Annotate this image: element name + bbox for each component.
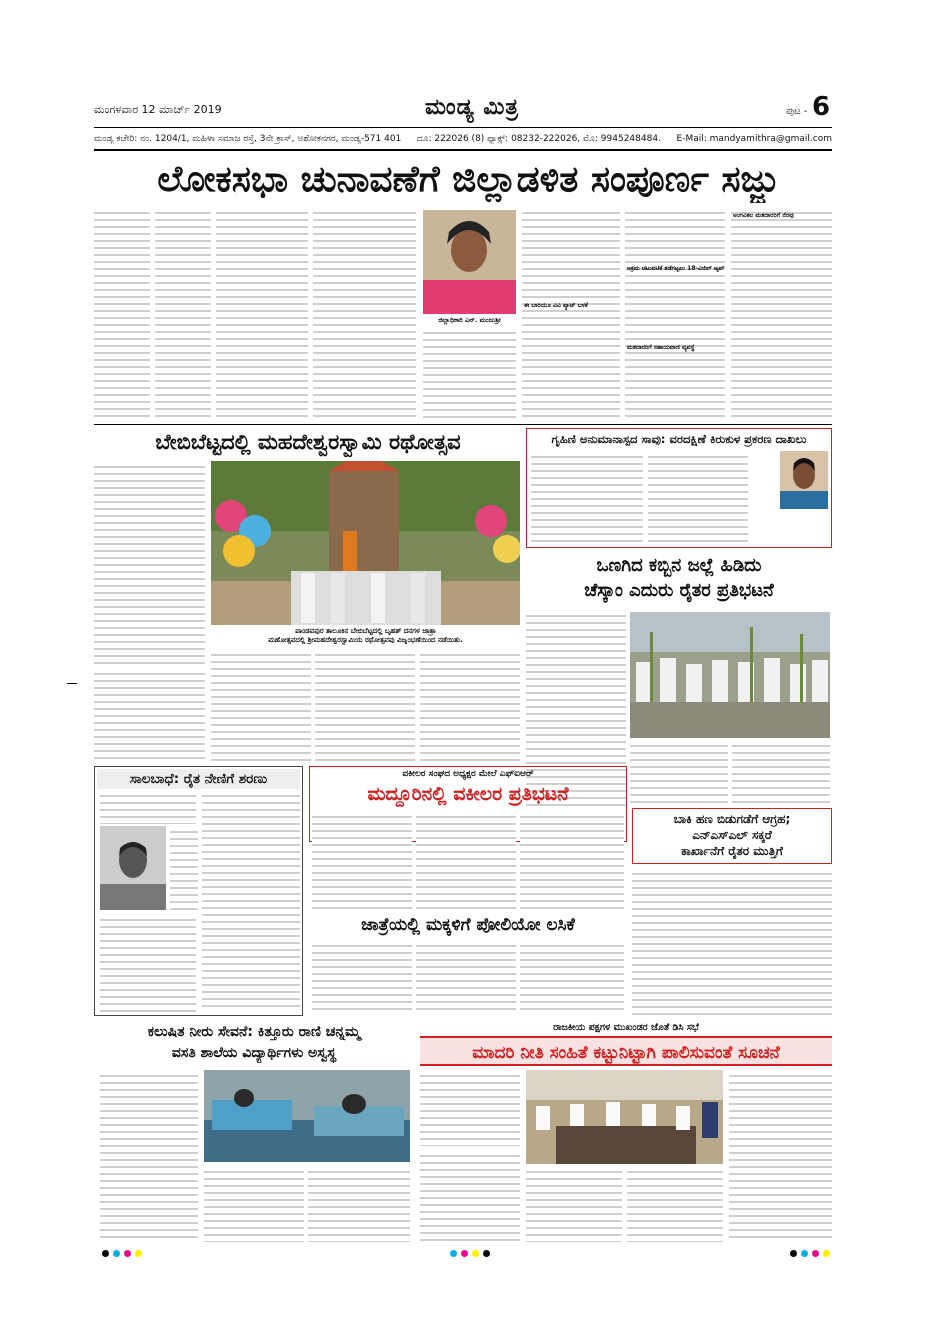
lawyers-col-1: [312, 811, 412, 911]
main-story-col-6: [522, 207, 620, 422]
sugarcane-col-2: [630, 740, 728, 806]
dc-portrait-photo: [423, 210, 516, 314]
masthead-logo: ಮಂಡ್ಯ ಮಿತ್ರ: [425, 95, 519, 120]
farmer-photo: [100, 826, 166, 910]
print-dots-center: [450, 1250, 490, 1257]
main-story-col-8: [731, 207, 832, 422]
fold-mark: [67, 683, 77, 684]
dues-headline-1: ಬಾಕಿ ಹಣ ಬಿಡುಗಡೆಗೆ ಆಗ್ರಹ;: [673, 812, 791, 826]
polio-headline: ಜಾತ್ರೆಯಲ್ಲಿ ಮಕ್ಕಳಿಗೆ ಪೋಲಿಯೋ ಲಸಿಕೆ: [361, 915, 575, 935]
dues-headline-2: ಎನ್‌ಎಸ್‌ಎಲ್ ಸಕ್ಕರೆ: [692, 828, 772, 842]
sugarcane-headline-1: ಒಣಗಿದ ಕಬ್ಬಿನ ಜಲ್ಲೆ ಹಿಡಿದು: [596, 555, 762, 576]
header-rule-top: [94, 127, 832, 128]
page-number-label: ಪುಟ -: [786, 106, 808, 117]
main-subhead-app: ಅಕ್ರಮ ಚಟುವಟಿಕೆ ತಡೆಗಟ್ಟಲು 18-ವಿಜಿಲ್ ಆ್ಯಪ್: [627, 265, 725, 272]
main-story-col-4: [313, 207, 416, 422]
rathotsava-col-2: [211, 649, 311, 761]
water-headline-2: ವಸತಿ ಶಾಲೆಯ ವಿದ್ಯಾರ್ಥಿಗಳು ಅಸ್ವಸ್ಥ: [171, 1045, 337, 1061]
print-dots-right: [790, 1250, 830, 1257]
code-kicker: ರಾಜಕೀಯ ಪಕ್ಷಗಳ ಮುಖಂಡರ ಜೊತೆ ಡಿಸಿ ಸಭೆ: [553, 1022, 699, 1033]
code-headline: ಮಾದರಿ ನೀತಿ ಸಂಹಿತೆ ಕಟ್ಟುನಿಟ್ಟಾಗಿ ಪಾಲಿಸುವಂತೆ ಸೂಚನೆ: [420, 1036, 832, 1066]
contact-phone: ದೂ: 222026 (8) ಫ್ಯಾಕ್ಸ್: 08232-222026, ಮೊ: 9945248484.: [416, 134, 661, 144]
rathotsava-col-1: [94, 461, 205, 664]
rathotsava-caption-line-1: ಪಾಂಡವಪುರ ತಾಲೂಕಿನ ಬೇಬಿಬೆಟ್ಟದಲ್ಲಿ ಬೃಹತ್ ದನಗಳ ಜಾತ್ರಾ: [295, 627, 436, 635]
print-dot-magenta: [461, 1250, 468, 1257]
print-dot-black: [102, 1250, 109, 1257]
code-col-5: [729, 1070, 832, 1242]
page-number: 6: [812, 92, 831, 122]
dowry-col-1: [531, 451, 643, 545]
header-rule-bottom: [94, 149, 832, 151]
issue-date: ಮಂಗಳವಾರ 12 ಮಾರ್ಚ್ 2019: [94, 103, 222, 116]
water-headline-1: ಕಲುಷಿತ ನೀರು ಸೇವನೆ: ಕಿತ್ತೂರು ರಾಣಿ ಚನ್ನಮ್ಮ: [147, 1024, 361, 1040]
main-subhead-disabled: ಅಂಗವಿಕಲ ಮತದಾರರಿಗೆ ನೆರವು: [733, 212, 794, 219]
middle-col-2: [420, 649, 520, 761]
suicide-col-1a: [100, 790, 196, 824]
sugarcane-protest-photo: [630, 612, 830, 738]
main-story-col-1: [94, 207, 150, 422]
contact-email: E-Mail: mandyamithra@gmail.com: [676, 134, 832, 144]
office-address: ಮಂಡ್ಯ ಕಚೇರಿ: ನಂ. 1204/1, ಮಹಿಳಾ ಸಮಾಜ ರಸ್ತೆ, 3ನೇ ಕ್ರಾಸ್, ಅಶೋಕನಗರ, ಮಂಡ್ಯ-571 401: [94, 134, 402, 144]
main-story-col-5: [423, 327, 516, 422]
print-dot-yellow: [823, 1250, 830, 1257]
water-col-2: [204, 1166, 304, 1242]
suicide-headline: ಸಾಲಬಾಧೆ: ರೈತ ನೇಣಿಗೆ ಶರಣು: [97, 769, 300, 789]
code-meeting-photo: [526, 1070, 723, 1164]
lawyers-kicker: ವಕೀಲರ ಸಂಘದ ಅಧ್ಯಕ್ಷರ ಮೇಲೆ ಎಫ್‌ಐಆರ್: [402, 769, 534, 779]
polio-col-1: [312, 940, 412, 1010]
code-col-3: [526, 1166, 622, 1242]
dowry-col-2: [648, 451, 748, 545]
suicide-col-1c: [100, 914, 196, 1012]
main-subhead-vvpat: ಈ ಬಾರಿಯೂ ವಿವಿ ಪ್ಯಾಟ್ ಬಳಕೆ: [524, 302, 588, 309]
suicide-col-2: [202, 790, 300, 1012]
water-col-3: [308, 1166, 410, 1242]
code-col-4: [627, 1166, 723, 1242]
lawyers-col-2: [416, 811, 516, 911]
print-dot-black: [790, 1250, 797, 1257]
main-story-col-7: [625, 207, 725, 422]
print-dot-cyan: [801, 1250, 808, 1257]
main-subhead-helpline: ಮತದಾರರಿಗೆ ಸಹಾಯವಾಣಿ ವ್ಯವಸ್ಥೆ: [627, 344, 695, 351]
rathotsava-photo: [211, 461, 520, 625]
print-dot-yellow: [472, 1250, 479, 1257]
rathotsava-col-3: [94, 668, 205, 762]
lawyers-col-3: [520, 811, 624, 911]
sugarcane-col-3: [732, 740, 830, 806]
print-dot-yellow: [135, 1250, 142, 1257]
print-dots-left: [102, 1250, 142, 1257]
print-dot-black: [483, 1250, 490, 1257]
dues-col-1: [632, 868, 832, 1016]
suicide-col-1b: [170, 826, 198, 910]
code-col-1: [420, 1070, 520, 1146]
polio-col-2: [416, 940, 516, 1010]
code-col-2: [420, 1150, 520, 1242]
dowry-headline: ಗೃಹಿಣಿ ಅನುಮಾನಾಸ್ಪದ ಸಾವು: ವರದಕ್ಷಿಣೆ ಕಿರುಕುಳ ಪ್ರಕರಣ ದಾಖಲು: [551, 432, 807, 446]
water-col-1: [100, 1070, 198, 1242]
main-headline: ಲೋಕಸಭಾ ಚುನಾವಣೆಗೆ ಜಿಲ್ಲಾಡಳಿತ ಸಂಪೂರ್ಣ ಸಜ್ಜು: [157, 159, 779, 200]
section-rule-1: [94, 424, 832, 425]
print-dot-cyan: [113, 1250, 120, 1257]
address-strip: [94, 134, 832, 144]
water-hospital-photo: [204, 1070, 410, 1162]
polio-col-3: [520, 940, 624, 1010]
dues-headline-3: ಕಾರ್ಖಾನೆಗೆ ರೈತರ ಮುತ್ತಿಗೆ: [681, 844, 783, 858]
print-dot-cyan: [450, 1250, 457, 1257]
dc-portrait-caption: ಜಿಲ್ಲಾಧಿಕಾರಿ ಎನ್. ಮಂಜುಶ್ರೀ: [438, 316, 501, 324]
rathotsava-headline: ಬೇಬಿಬೆಟ್ಟದಲ್ಲಿ ಮಹದೇಶ್ವರಸ್ವಾಮಿ ರಥೋತ್ಸವ: [155, 430, 461, 454]
sugarcane-headline-2: ಚೆಸ್ಕಾಂ ಎದುರು ರೈತರ ಪ್ರತಿಭಟನೆ: [584, 580, 774, 601]
lawyers-headline: ಮದ್ದೂರಿನಲ್ಲಿ ವಕೀಲರ ಪ್ರತಿಭಟನೆ: [367, 783, 569, 805]
print-dot-magenta: [124, 1250, 131, 1257]
victim-photo: [780, 451, 828, 509]
rathotsava-caption-line-2: ಮಹೋತ್ಸವದಲ್ಲಿ ಶ್ರೀಮಹದೇಶ್ವರಸ್ವಾಮಿಯ ರಥೋತ್ಸವವು ವಿಜೃಂಭಣೆಯಿಂದ ನಡೆಯಿತು.: [268, 636, 463, 644]
main-story-col-2: [155, 207, 211, 422]
rathotsava-caption: [211, 627, 520, 645]
main-story-col-3: [216, 207, 308, 422]
middle-col-1: [315, 649, 415, 761]
print-dot-magenta: [812, 1250, 819, 1257]
